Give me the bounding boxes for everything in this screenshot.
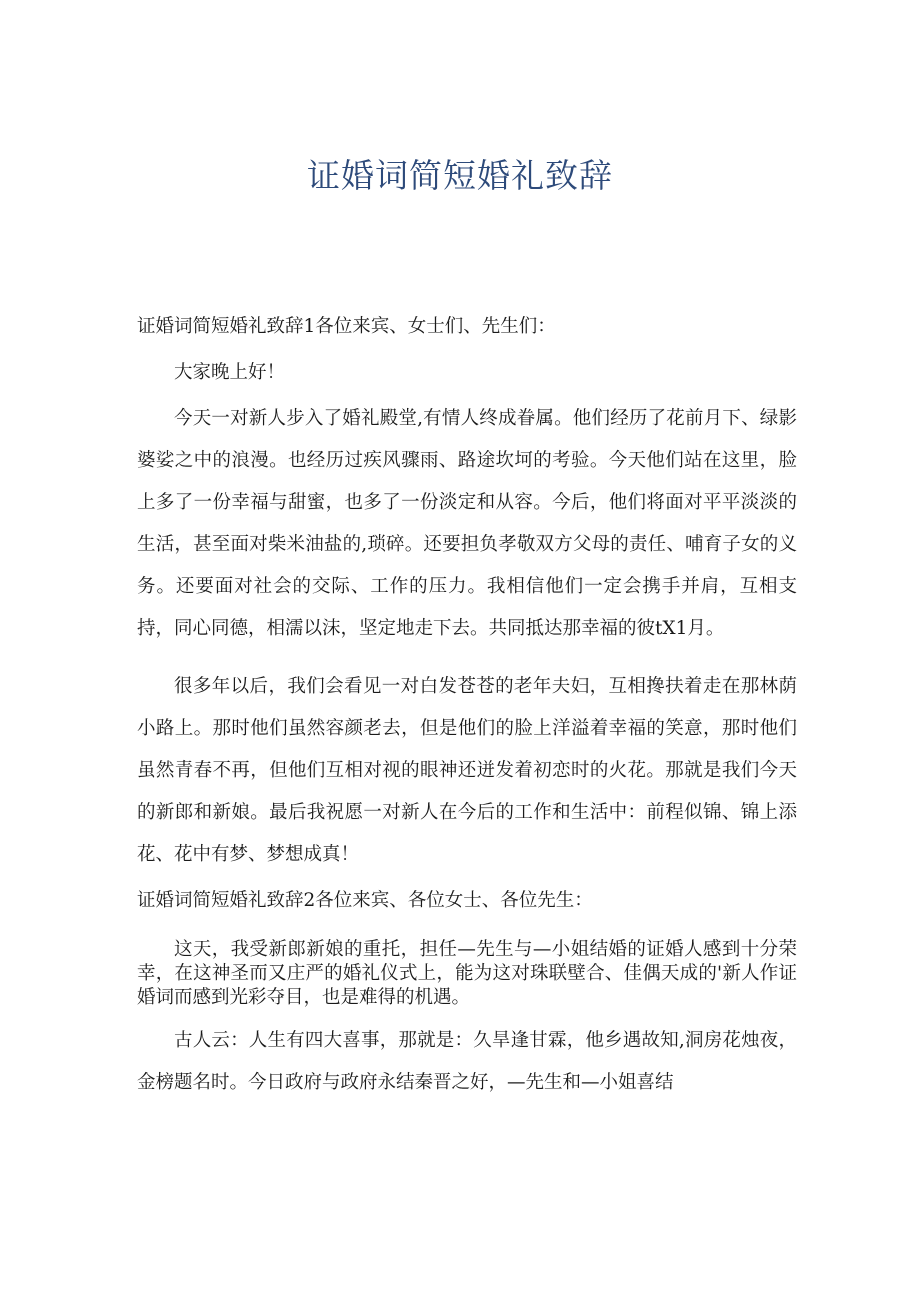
- section-heading-1: 证婚词简短婚礼致辞1各位来宾、女士们、先生们：: [137, 316, 556, 337]
- paragraph-body: 这天，我受新郎新娘的重托，担任—先生与—小姐结婚的证婚人感到十分荣幸，在这神圣而又庄严的婚礼仪式上，能为这对珠联壁合、佳偶天成的'新人作证婚词而感到光彩夺目，也是难得的机遇。: [137, 939, 797, 1008]
- paragraph-greeting: 大家晚上好！: [174, 362, 286, 383]
- paragraph-body: 古人云：人生有四大喜事，那就是：久旱逢甘霖，他乡遇故知,洞房花烛夜，金榜题名时。今日政府与政府永结秦晋之好，—先生和—小姐喜结: [137, 1030, 797, 1093]
- document-body: [137, 306, 797, 1104]
- document-title: 证婚词简短婚礼致辞: [307, 156, 613, 195]
- paragraph-body: 今天一对新人步入了婚礼殿堂,有情人终成眷属。他们经历了花前月下、绿影婆娑之中的浪漫。也经历过疾风骤雨、路途坎坷的考验。今天他们站在这里，脸上多了一份幸福与甜蜜，也多了一份淡定和从容。今后，他们将面对平平淡淡的生活，甚至面对柴米油盐的,琐碎。还要担负孝敬双方父母的责任、哺育子女的义务。还要面对社会的交际、工作的压力。我相信他们一定会携手并肩，互相支持，同心同德，相濡以沫，坚定地走下去。共同抵达那幸福的彼tX1月。: [137, 408, 797, 639]
- paragraph-body: 很多年以后，我们会看见一对白发苍苍的老年夫妇，互相搀扶着走在那林荫小路上。那时他们虽然容颜老去，但是他们的脸上洋溢着幸福的笑意，那时他们虽然青春不再，但他们互相对视的眼神还迸发着初恋时的火花。那就是我们今天的新郎和新娘。最后我祝愿一对新人在今后的工作和生活中：前程似锦、锦上添花、花中有梦、梦想成真！: [137, 676, 797, 865]
- section-heading-2: 证婚词简短婚礼致辞2各位来宾、各位女士、各位先生：: [137, 890, 593, 911]
